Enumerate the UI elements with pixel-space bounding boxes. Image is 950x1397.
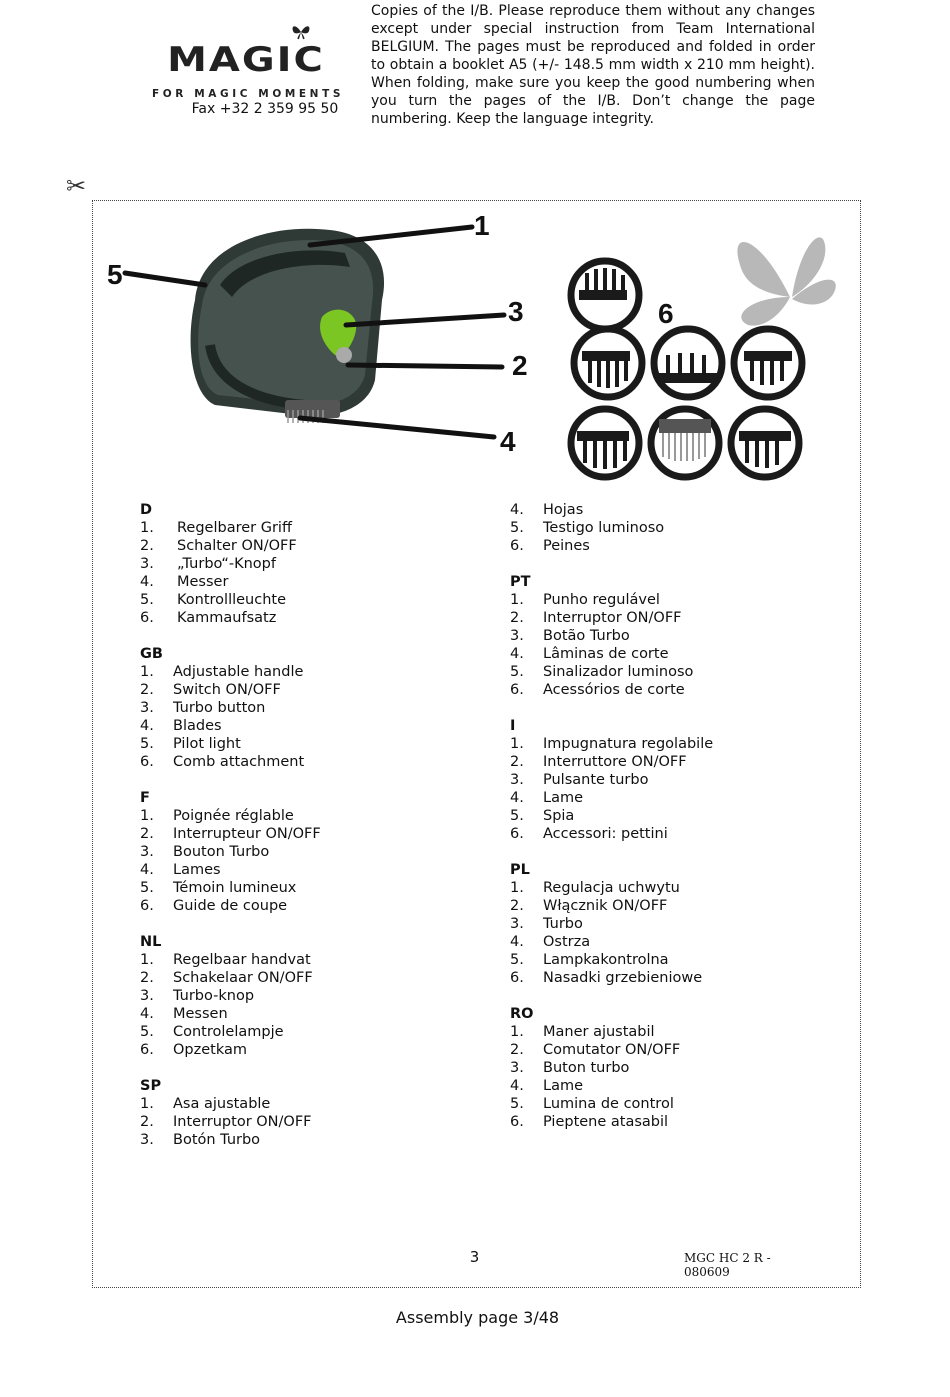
- lang-section-ro: [510, 1005, 830, 1131]
- item-label: Lames: [173, 862, 221, 878]
- parts-list-left: [140, 501, 480, 1167]
- item-number: 2.: [140, 1114, 154, 1130]
- list-item: [510, 1077, 830, 1095]
- document-code: MGC HC 2 R - 080609: [684, 1251, 771, 1279]
- list-item: [140, 555, 480, 573]
- item-label: Switch ON/OFF: [173, 682, 281, 698]
- list-item: [510, 1023, 830, 1041]
- item-label: Messen: [173, 1006, 228, 1022]
- reproduction-notice: Copies of the I/B. Please reproduce them without any changes except under special instruction from Team International BELGIUM. The pages must be reproduced and folded in order to obtain a booklet A5 (+/- 148.5 mm width x 210 mm height). When folding, make sure you keep the good numbering when you turn the pages of the I/B. Don’t change the page numbering. Keep the language integrity.: [371, 3, 815, 127]
- lang-heading: SP: [140, 1078, 162, 1094]
- item-label: Controlelampje: [173, 1024, 284, 1040]
- lang-heading: PT: [510, 574, 531, 590]
- item-number: 5.: [140, 880, 154, 896]
- item-number: 3.: [510, 628, 524, 644]
- item-label: Asa ajustable: [173, 1096, 271, 1112]
- item-label: „Turbo“-Knopf: [177, 556, 276, 572]
- list-item: [510, 969, 830, 987]
- item-number: 4.: [510, 502, 524, 518]
- item-number: 2.: [510, 610, 524, 626]
- logo-tagline: FOR MAGIC MOMENTS: [151, 88, 344, 100]
- item-label: Comb attachment: [173, 754, 305, 770]
- item-label: Punho regulável: [543, 592, 660, 608]
- item-label: Messer: [177, 574, 229, 590]
- item-number: 6.: [510, 826, 524, 842]
- item-number: 4.: [510, 934, 524, 950]
- list-item: [510, 789, 830, 807]
- item-label: Schakelaar ON/OFF: [173, 970, 313, 986]
- callout-4: 4: [500, 426, 516, 457]
- item-label: Kammaufsatz: [177, 610, 277, 626]
- item-label: Témoin lumineux: [173, 880, 297, 896]
- lang-section-f: [140, 789, 480, 915]
- list-item: [140, 681, 480, 699]
- list-item: [140, 573, 480, 591]
- item-number: 3.: [140, 700, 154, 716]
- lang-heading: RO: [510, 1006, 534, 1022]
- list-item: [510, 771, 830, 789]
- list-item: [140, 843, 480, 861]
- item-label: Pulsante turbo: [543, 772, 649, 788]
- item-number: 3.: [140, 1132, 154, 1148]
- list-item: [140, 825, 480, 843]
- item-label: Lumina de control: [543, 1096, 674, 1112]
- item-number: 6.: [510, 682, 524, 698]
- item-label: Peines: [543, 538, 590, 554]
- item-label: Maner ajustabil: [543, 1024, 655, 1040]
- item-number: 4.: [140, 718, 154, 734]
- item-label: Regelbarer Griff: [177, 520, 292, 536]
- item-number: 6.: [140, 898, 154, 914]
- list-item: [510, 915, 830, 933]
- parts-list-right: [510, 501, 830, 1149]
- list-item: [140, 879, 480, 897]
- callout-5: 5: [107, 259, 123, 290]
- list-item: [510, 1041, 830, 1059]
- item-label: Spia: [543, 808, 575, 824]
- lang-section-d: [140, 501, 480, 627]
- item-number: 6.: [510, 970, 524, 986]
- list-item: [140, 1005, 480, 1023]
- item-label: Pieptene atasabil: [543, 1114, 669, 1130]
- list-item: [140, 663, 480, 681]
- lang-heading: F: [140, 790, 150, 806]
- lang-section-pt: [510, 573, 830, 699]
- item-number: 3.: [510, 1060, 524, 1076]
- item-label: Lampkakontrolna: [543, 952, 669, 968]
- fax-number: Fax +32 2 359 95 50: [191, 101, 339, 117]
- item-label: Turbo button: [173, 700, 266, 716]
- item-number: 5.: [510, 952, 524, 968]
- list-item: [140, 537, 480, 555]
- item-number: 1.: [510, 880, 524, 896]
- item-number: 1.: [510, 592, 524, 608]
- list-item: [140, 987, 480, 1005]
- item-number: 6.: [510, 1114, 524, 1130]
- comb-attachments: [571, 261, 802, 477]
- item-label: Poignée réglable: [173, 808, 294, 824]
- item-label: Nasadki grzebieniowe: [543, 970, 703, 986]
- list-item: [510, 627, 830, 645]
- item-number: 5.: [140, 1024, 154, 1040]
- item-number: 5.: [140, 592, 154, 608]
- item-label: Acessórios de corte: [543, 682, 685, 698]
- item-number: 6.: [140, 754, 154, 770]
- list-item: [510, 1095, 830, 1113]
- item-number: 6.: [140, 1042, 154, 1058]
- butterfly-decoration-icon: [737, 237, 835, 325]
- lang-section-sp: [140, 1077, 480, 1149]
- list-item: [140, 735, 480, 753]
- item-number: 1.: [140, 664, 154, 680]
- list-item: [140, 1041, 480, 1059]
- item-label: Lame: [543, 1078, 584, 1094]
- callout-3: 3: [508, 296, 524, 327]
- lang-section-i: [510, 717, 830, 843]
- item-number: 5.: [510, 520, 524, 536]
- list-item: [510, 681, 830, 699]
- item-label: Pilot light: [173, 736, 241, 752]
- item-number: 2.: [510, 1042, 524, 1058]
- item-label: Accessori: pettini: [543, 826, 668, 842]
- item-label: Sinalizador luminoso: [543, 664, 694, 680]
- item-number: 2.: [140, 970, 154, 986]
- item-number: 4.: [510, 1078, 524, 1094]
- item-label: Schalter ON/OFF: [177, 538, 297, 554]
- item-label: Lâminas de corte: [543, 646, 669, 662]
- lang-section-nl: [140, 933, 480, 1059]
- item-label: Włącznik ON/OFF: [543, 898, 668, 914]
- list-item: [510, 825, 830, 843]
- lang-heading: D: [140, 502, 153, 518]
- list-item: [510, 1113, 830, 1131]
- list-item: [510, 807, 830, 825]
- scissors-icon: ✂: [66, 172, 87, 200]
- lang-section-pl: [510, 861, 830, 987]
- item-number: 1.: [140, 1096, 154, 1112]
- item-number: 1.: [140, 520, 154, 536]
- lang-heading: I: [510, 718, 516, 734]
- item-label: Ostrza: [543, 934, 591, 950]
- item-number: 3.: [140, 556, 154, 572]
- item-label: Buton turbo: [543, 1060, 630, 1076]
- item-label: Regelbaar handvat: [173, 952, 311, 968]
- list-item: [510, 951, 830, 969]
- item-number: 6.: [140, 610, 154, 626]
- list-item: [140, 807, 480, 825]
- item-number: 3.: [510, 916, 524, 932]
- list-item: [140, 1095, 480, 1113]
- item-number: 5.: [510, 1096, 524, 1112]
- item-number: 5.: [140, 736, 154, 752]
- item-label: Guide de coupe: [173, 898, 288, 914]
- lang-section-gb: [140, 645, 480, 771]
- item-number: 3.: [510, 772, 524, 788]
- item-number: 2.: [510, 754, 524, 770]
- lang-heading: GB: [140, 646, 163, 662]
- item-label: Impugnatura regolabile: [543, 736, 714, 752]
- item-number: 1.: [140, 808, 154, 824]
- list-item: [510, 501, 830, 519]
- item-number: 2.: [510, 898, 524, 914]
- list-item: [140, 609, 480, 627]
- item-label: Kontrollleuchte: [177, 592, 287, 608]
- item-label: Botão Turbo: [543, 628, 630, 644]
- list-item: [140, 861, 480, 879]
- list-item: [140, 1131, 480, 1149]
- item-label: Comutator ON/OFF: [543, 1042, 681, 1058]
- item-number: 4.: [140, 1006, 154, 1022]
- item-label: Regulacja uchwytu: [543, 880, 680, 896]
- list-item: [140, 1023, 480, 1041]
- item-number: 2.: [140, 538, 154, 554]
- list-item: [510, 519, 830, 537]
- item-number: 5.: [510, 808, 524, 824]
- item-label: Turbo-knop: [173, 988, 255, 1004]
- item-number: 1.: [510, 736, 524, 752]
- item-label: Interrupteur ON/OFF: [173, 826, 321, 842]
- item-number: 3.: [140, 844, 154, 860]
- list-item: [140, 591, 480, 609]
- item-number: 4.: [510, 646, 524, 662]
- list-item: [510, 1059, 830, 1077]
- item-label: Hojas: [543, 502, 584, 518]
- item-number: 2.: [140, 682, 154, 698]
- list-item: [510, 663, 830, 681]
- list-item: [140, 969, 480, 987]
- list-item: [510, 933, 830, 951]
- list-item: [510, 645, 830, 663]
- list-item: [510, 753, 830, 771]
- list-item: [510, 537, 830, 555]
- lang-heading: PL: [510, 862, 530, 878]
- item-number: 6.: [510, 538, 524, 554]
- brand-logo: [140, 22, 355, 100]
- item-label: Bouton Turbo: [173, 844, 270, 860]
- list-item: [510, 591, 830, 609]
- item-label: Testigo luminoso: [543, 520, 665, 536]
- item-label: Botón Turbo: [173, 1132, 261, 1148]
- item-number: 3.: [140, 988, 154, 1004]
- callout-1: 1: [474, 210, 490, 241]
- item-number: 1.: [510, 1024, 524, 1040]
- logo-wordmark: MAGIC: [167, 40, 325, 80]
- item-label: Interruptor ON/OFF: [173, 1114, 312, 1130]
- item-label: Lame: [543, 790, 584, 806]
- list-item: [510, 897, 830, 915]
- lang-section-sp-continued: [510, 501, 830, 555]
- list-item: [140, 951, 480, 969]
- list-item: [140, 699, 480, 717]
- item-number: 4.: [140, 574, 154, 590]
- list-item: [140, 753, 480, 771]
- callout-2: 2: [512, 350, 528, 381]
- list-item: [510, 609, 830, 627]
- lang-heading: NL: [140, 934, 162, 950]
- item-label: Opzetkam: [173, 1042, 247, 1058]
- butterfly-icon: [290, 22, 312, 42]
- page-number: 3: [469, 1248, 480, 1266]
- list-item: [510, 879, 830, 897]
- list-item: [140, 519, 480, 537]
- list-item: [510, 735, 830, 753]
- item-number: 4.: [140, 862, 154, 878]
- item-label: Interruttore ON/OFF: [543, 754, 687, 770]
- item-label: Adjustable handle: [173, 664, 304, 680]
- product-illustration: [100, 205, 850, 495]
- item-label: Interruptor ON/OFF: [543, 610, 682, 626]
- assembly-page-label: Assembly page 3/48: [395, 1308, 560, 1327]
- list-item: [140, 897, 480, 915]
- item-number: 4.: [510, 790, 524, 806]
- item-number: 2.: [140, 826, 154, 842]
- list-item: [140, 1113, 480, 1131]
- item-label: Blades: [173, 718, 222, 734]
- item-label: Turbo: [543, 916, 583, 932]
- item-number: 5.: [510, 664, 524, 680]
- callout-6: 6: [658, 298, 674, 329]
- list-item: [140, 717, 480, 735]
- item-number: 1.: [140, 952, 154, 968]
